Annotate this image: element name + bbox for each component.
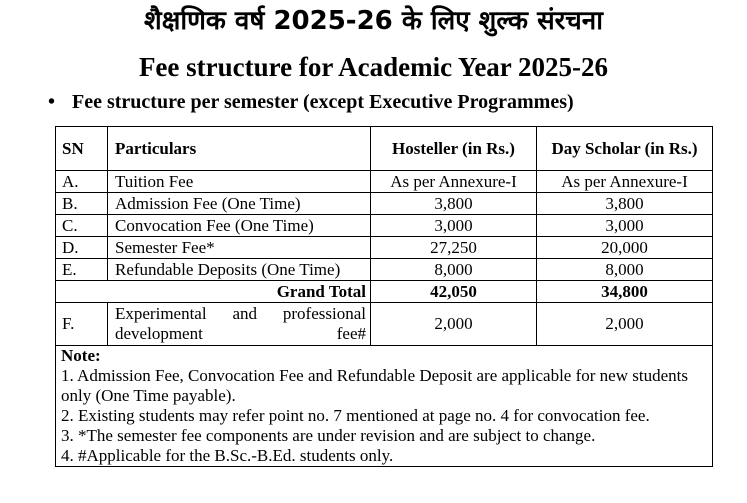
grand-total-hosteller: 42,050 [371, 281, 537, 303]
row-hosteller: 3,000 [371, 215, 537, 237]
table-row [56, 171, 713, 193]
row-hosteller: As per Annexure-I [371, 171, 537, 193]
row-hosteller: 2,000 [371, 303, 537, 346]
row-hosteller: 3,800 [371, 193, 537, 215]
bullet-icon: • [48, 91, 56, 113]
row-hosteller: 8,000 [371, 259, 537, 281]
page-title-hindi: शैक्षणिक वर्ष 2025-26 के लिए शुल्क संरचना [144, 6, 603, 36]
row-sn: C. [56, 215, 108, 237]
grand-total-day-scholar: 34,800 [537, 281, 713, 303]
row-particulars: Refundable Deposits (One Time) [108, 259, 371, 281]
notes-heading: Note: [61, 346, 101, 365]
row-particulars: Admission Fee (One Time) [108, 193, 371, 215]
row-sn: A. [56, 171, 108, 193]
row-sn: D. [56, 237, 108, 259]
header-day-scholar: Day Scholar (in Rs.) [537, 127, 713, 171]
section-heading [48, 88, 574, 116]
note-item: 4. #Applicable for the B.Sc.-B.Ed. students only. [61, 446, 394, 465]
table-row [56, 215, 713, 237]
fee-structure-table [55, 126, 713, 467]
note-item: 2. Existing students may refer point no. 7 mentioned at page no. 4 for convocation fee. [61, 406, 650, 425]
row-particulars: Semester Fee* [108, 237, 371, 259]
grand-total-label: Grand Total [56, 281, 371, 303]
row-day-scholar: 2,000 [537, 303, 713, 346]
section-heading-text: Fee structure per semester (except Executive Programmes) [72, 91, 574, 113]
row-sn: E. [56, 259, 108, 281]
row-sn: F. [56, 303, 108, 346]
header-hosteller: Hosteller (in Rs.) [371, 127, 537, 171]
row-particulars: Experimental and professional development fee# [108, 303, 371, 346]
note-item: 3. *The semester fee components are under revision and are subject to change. [61, 426, 596, 445]
row-particulars: Convocation Fee (One Time) [108, 215, 371, 237]
grand-total-row [56, 281, 713, 303]
table-row [56, 193, 713, 215]
table-row [56, 303, 713, 346]
row-hosteller: 27,250 [371, 237, 537, 259]
page-title: Fee structure for Academic Year 2025-26 [138, 52, 609, 82]
header-sn: SN [56, 127, 108, 171]
table-row [56, 259, 713, 281]
notes-row [56, 346, 713, 467]
row-day-scholar: 8,000 [537, 259, 713, 281]
row-particulars: Tuition Fee [108, 171, 371, 193]
notes-section [56, 346, 713, 467]
row-day-scholar: 20,000 [537, 237, 713, 259]
note-item: 1. Admission Fee, Convocation Fee and Refundable Deposit are applicable for new students only (One Time payable). [61, 366, 688, 405]
row-day-scholar: 3,000 [537, 215, 713, 237]
table-header-row [56, 127, 713, 171]
header-particulars: Particulars [108, 127, 371, 171]
table-row [56, 237, 713, 259]
row-day-scholar: As per Annexure-I [537, 171, 713, 193]
row-sn: B. [56, 193, 108, 215]
row-day-scholar: 3,800 [537, 193, 713, 215]
